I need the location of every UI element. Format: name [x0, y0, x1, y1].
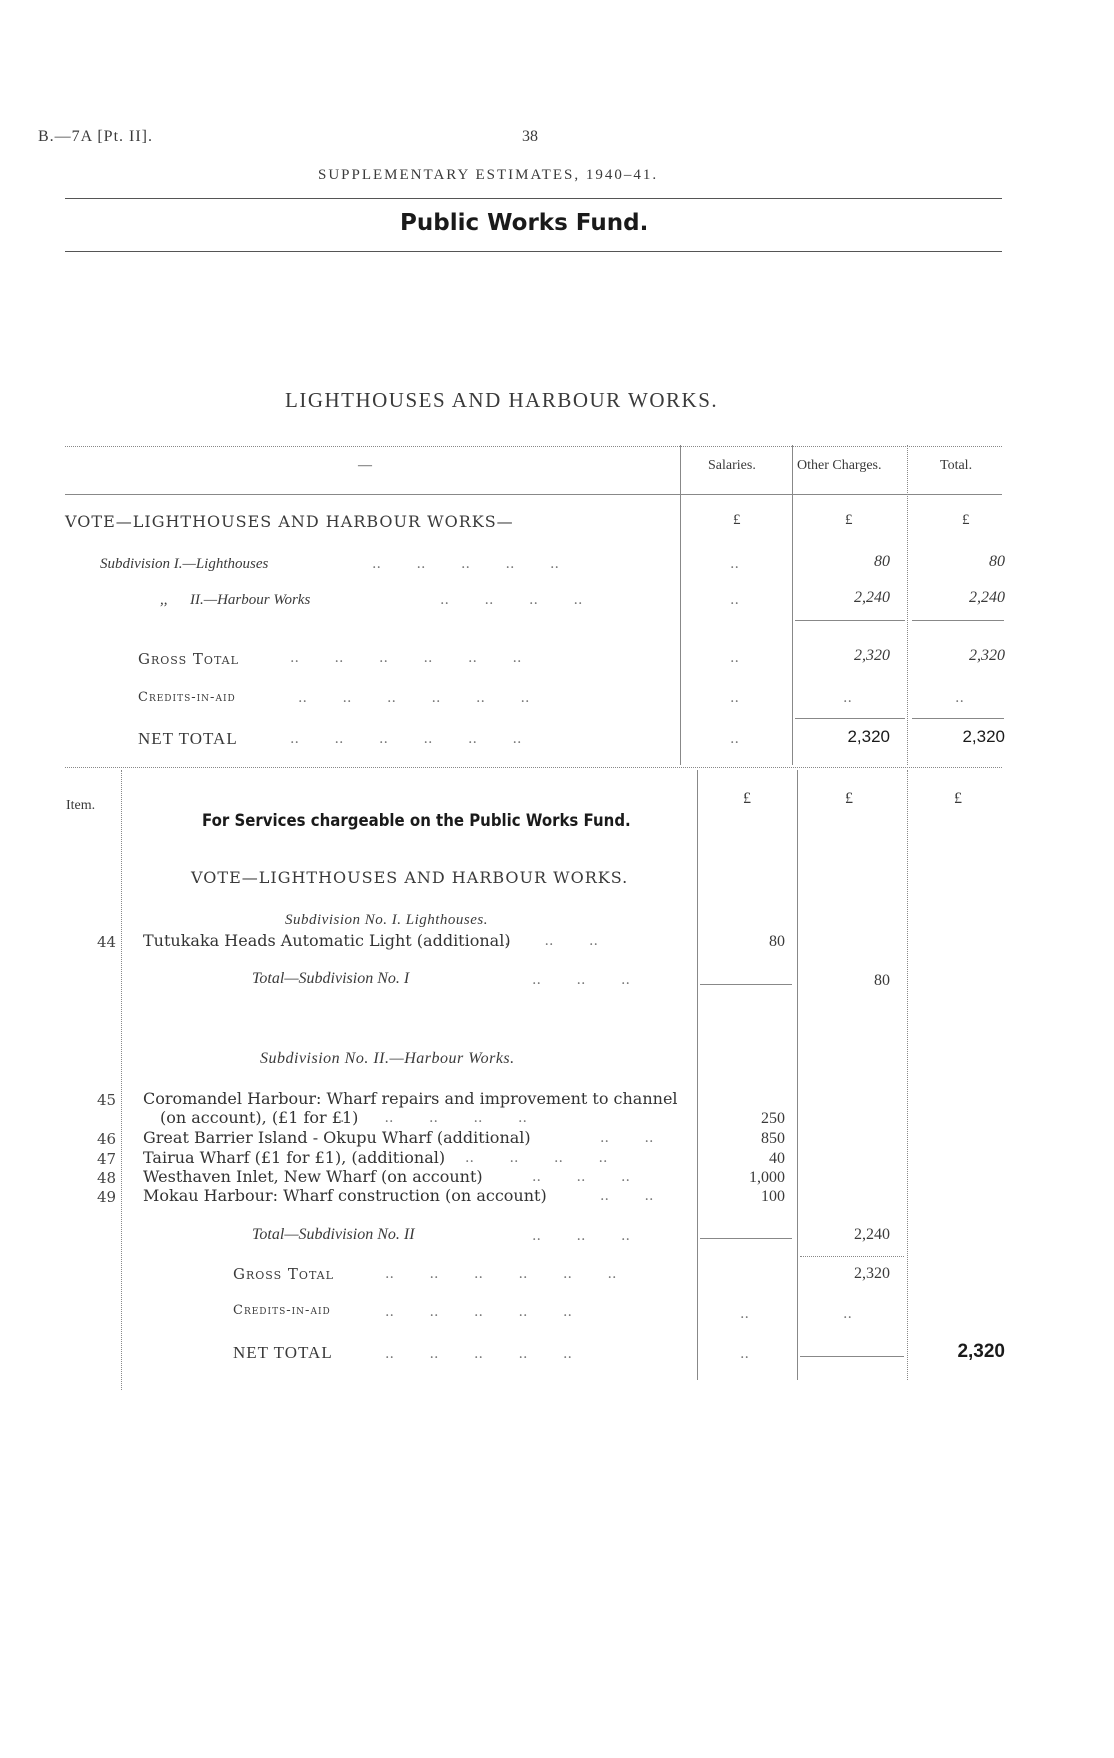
summary-col-rule-3 [907, 445, 908, 765]
dot-leader: .. .. .. [532, 1228, 630, 1244]
item-column-header: Item. [66, 798, 96, 813]
detail-net-label: NET TOTAL [233, 1343, 333, 1362]
subdiv1-total-label: Total—Subdivision No. I [252, 970, 410, 987]
section-title: LIGHTHOUSES AND HARBOUR WORKS. [285, 388, 719, 412]
dot-leader: .. .. [600, 1188, 654, 1204]
detail-credits-a: .. [740, 1306, 749, 1322]
subdiv1-heading: Subdivision No. I. Lighthouses. [285, 912, 489, 928]
detail-gross-total: 2,320 [854, 1265, 890, 1282]
summary-vote-heading: VOTE—LIGHTHOUSES AND HARBOUR WORKS— [65, 512, 514, 531]
dot-leader: .. .. .. .. .. [340, 1110, 527, 1126]
summary-row-credits-salaries: .. [730, 690, 739, 706]
item-description: Tutukaka Heads Automatic Light (additional) [143, 931, 511, 950]
subtotal-rule [795, 718, 905, 719]
detail-currency-3: £ [954, 790, 962, 807]
summary-header-rule [65, 494, 1002, 495]
summary-col-total: Total. [940, 458, 973, 473]
detail-currency-1: £ [743, 790, 751, 807]
subdiv2-total: 2,240 [854, 1226, 890, 1243]
item-col-rule [121, 770, 122, 1390]
item-amount: 80 [769, 933, 785, 950]
summary-row-net-total: 2,320 [962, 727, 1005, 746]
summary-row-subdiv1-other: 80 [874, 553, 890, 570]
item-description: Great Barrier Island - Okupu Wharf (additional) [143, 1128, 531, 1147]
dot-leader: .. .. .. [532, 1169, 630, 1185]
item-amount: 100 [761, 1188, 785, 1205]
summary-col-rule-1 [680, 445, 681, 765]
summary-col-other-charges: Other Charges. [797, 458, 882, 473]
summary-row-gross-salaries: .. [730, 650, 739, 666]
dot-leader: .. .. .. .. .. .. [290, 731, 522, 747]
dot-leader: .. .. .. .. .. [372, 556, 559, 572]
dot-leader: .. .. .. .. .. .. [290, 650, 522, 666]
amount-col-rule-2 [797, 770, 798, 1380]
services-heading: For Services chargeable on the Public Works Fund. [202, 811, 631, 831]
summary-currency-total: £ [962, 512, 970, 528]
summary-top-rule [65, 446, 1002, 447]
dot-leader: .. .. .. [532, 972, 630, 988]
item-number: 45 [97, 1091, 117, 1109]
item-amount: 250 [761, 1110, 785, 1127]
summary-row-subdiv2-other: 2,240 [854, 589, 890, 606]
item-number: 46 [97, 1130, 117, 1148]
summary-currency-other: £ [845, 512, 853, 528]
summary-row-subdiv1-salaries: .. [730, 556, 739, 572]
item-number: 49 [97, 1188, 117, 1206]
item-description: Westhaven Inlet, New Wharf (on account) [143, 1167, 483, 1186]
summary-row-gross-label: Gross Total [138, 650, 239, 668]
summary-row-credits-other: .. [843, 690, 852, 706]
item-description: Coromandel Harbour: Wharf repairs and improvement to channel [143, 1089, 678, 1108]
summary-row-net-salaries: .. [730, 731, 739, 747]
summary-row-subdiv2-label: ,, II.—Harbour Works [160, 592, 311, 608]
item-number: 47 [97, 1150, 117, 1168]
detail-currency-2: £ [845, 790, 853, 807]
summary-col-rule-2 [792, 445, 793, 765]
detail-vote-heading: VOTE—LIGHTHOUSES AND HARBOUR WORKS. [191, 868, 629, 887]
subtotal-rule [700, 984, 792, 985]
item-amount: 40 [769, 1150, 785, 1167]
subdiv2-heading: Subdivision No. II.—Harbour Works. [260, 1050, 515, 1067]
item-amount: 1,000 [749, 1169, 785, 1186]
subtotal-rule [800, 1256, 904, 1257]
subtotal-rule [800, 1356, 904, 1357]
item-description: Mokau Harbour: Wharf construction (on account) [143, 1186, 547, 1205]
summary-bottom-rule [65, 767, 1002, 768]
summary-row-subdiv2-salaries: .. [730, 592, 739, 608]
summary-row-credits-label: Credits-in-aid [138, 690, 236, 705]
summary-row-credits-total: .. [955, 690, 964, 706]
detail-net-total: 2,320 [957, 1341, 1005, 1362]
amount-col-rule-3 [907, 770, 908, 1380]
summary-row-subdiv1-label: Subdivision I.—Lighthouses [100, 556, 269, 572]
header-rule [65, 198, 1002, 199]
subtotal-rule [912, 718, 1004, 719]
subdiv2-total-label: Total—Subdivision No. II [252, 1226, 415, 1243]
summary-row-net-label: NET TOTAL [138, 729, 238, 748]
running-title: SUPPLEMENTARY ESTIMATES, 1940–41. [318, 167, 659, 183]
dot-leader: .. .. .. .. [440, 592, 583, 608]
detail-gross-label: Gross Total [233, 1265, 334, 1283]
summary-col-dash: — [358, 458, 372, 473]
dot-leader: .. .. .. .. .. .. [385, 1266, 617, 1282]
dot-leader: .. .. [600, 1130, 654, 1146]
summary-currency-salaries: £ [733, 512, 741, 528]
title-rule [65, 251, 1002, 252]
dot-leader: .. .. .. .. [465, 1150, 608, 1166]
item-description: Tairua Wharf (£1 for £1), (additional) [143, 1148, 446, 1167]
summary-row-net-other: 2,320 [847, 727, 890, 746]
detail-credits-b: .. [843, 1306, 852, 1322]
summary-row-gross-total: 2,320 [969, 647, 1005, 664]
subtotal-rule [912, 620, 1004, 621]
detail-credits-label: Credits-in-aid [233, 1303, 331, 1318]
dot-leader: .. .. .. [500, 933, 598, 949]
item-amount: 850 [761, 1130, 785, 1147]
item-description-continued: (on account), (£1 for £1) [160, 1108, 359, 1127]
subtotal-rule [795, 620, 905, 621]
item-number: 44 [97, 933, 117, 951]
subdiv1-total: 80 [874, 972, 890, 989]
dot-leader: .. .. .. .. .. [385, 1304, 572, 1320]
dot-leader: .. .. .. .. .. .. [298, 690, 530, 706]
page-number: 38 [522, 128, 538, 145]
summary-row-subdiv2-total: 2,240 [969, 589, 1005, 606]
summary-col-salaries: Salaries. [708, 458, 756, 473]
summary-row-gross-other: 2,320 [854, 647, 890, 664]
dot-leader: .. .. .. .. .. [385, 1346, 572, 1362]
summary-row-subdiv1-total: 80 [989, 553, 1005, 570]
amount-col-rule-1 [697, 770, 698, 1380]
detail-net-dots: .. [740, 1346, 749, 1362]
subtotal-rule [700, 1238, 792, 1239]
item-number: 48 [97, 1169, 117, 1187]
fund-title: Public Works Fund. [400, 210, 649, 236]
document-reference: B.—7A [Pt. II]. [38, 128, 153, 145]
